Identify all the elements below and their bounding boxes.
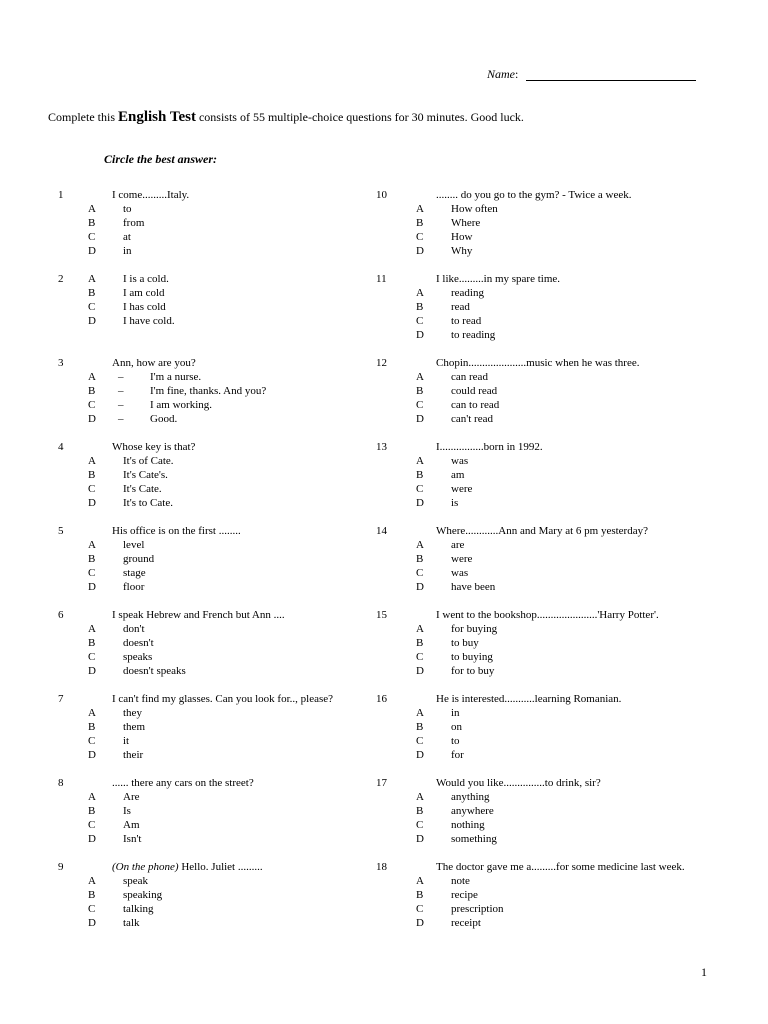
question-text <box>436 776 601 790</box>
option-text: anything <box>451 791 490 803</box>
option-letter: A <box>416 371 424 383</box>
option-text: can to read <box>451 399 500 411</box>
question-item <box>58 692 388 776</box>
intro-text <box>48 110 524 124</box>
option-letter: A <box>416 791 424 803</box>
option-letter: C <box>88 399 96 411</box>
option-text: It's Cate. <box>123 483 162 495</box>
option-letter: D <box>416 917 424 929</box>
option-letter: A <box>416 287 424 299</box>
question-number: 9 <box>58 861 64 873</box>
option-letter: B <box>416 301 424 313</box>
option-text: to buying <box>451 651 493 663</box>
option-text: doesn't speaks <box>123 665 186 677</box>
option-letter: D <box>416 749 424 761</box>
name-blank-line[interactable] <box>526 67 696 81</box>
option-letter: D <box>88 581 96 593</box>
question-text <box>436 692 621 706</box>
question-text <box>112 692 333 706</box>
instruction: Circle the best answer: <box>104 152 217 166</box>
option-letter: B <box>88 637 96 649</box>
option-letter: B <box>416 637 424 649</box>
question-number: 15 <box>376 609 387 621</box>
option-letter: A <box>416 707 424 719</box>
option-text: I is a cold. <box>123 273 169 285</box>
option-letter: C <box>88 301 96 313</box>
question-text <box>112 440 195 454</box>
question-text-main: I like.........in my spare time. <box>436 273 561 285</box>
question-number: 3 <box>58 357 64 369</box>
option-letter: B <box>88 385 96 397</box>
option-letter: C <box>88 735 96 747</box>
intro-after: consists of 55 multiple-choice questions for 30 minutes. Good luck. <box>195 110 524 124</box>
page-number: 1 <box>701 965 707 979</box>
option-text: have been <box>451 581 496 593</box>
option-letter: A <box>88 623 96 635</box>
option-text: floor <box>123 581 145 593</box>
option-letter: D <box>88 749 96 761</box>
question-text-main: Would you like...............to drink, sir? <box>436 777 601 789</box>
option-text: speaks <box>123 651 153 663</box>
option-letter: C <box>416 903 424 915</box>
question-text <box>436 440 543 454</box>
question-number: 8 <box>58 777 64 789</box>
option-letter: D <box>88 497 96 509</box>
option-text: Good. <box>150 413 178 425</box>
question-item <box>374 860 704 944</box>
option-letter: B <box>88 889 96 901</box>
option-text: speak <box>123 875 149 887</box>
question-number: 16 <box>376 693 387 705</box>
question-text <box>436 860 685 874</box>
intro-highlight: English Test <box>118 109 196 125</box>
option-text: Is <box>123 805 131 817</box>
option-letter: A <box>416 203 424 215</box>
option-text: Am <box>123 819 140 831</box>
option-letter: A <box>88 791 96 803</box>
option-letter: B <box>416 721 424 733</box>
option-letter: A <box>88 875 96 887</box>
option-letter: B <box>88 553 96 565</box>
option-letter: D <box>416 329 424 341</box>
question-number: 2 <box>58 273 64 285</box>
option-letter: C <box>416 231 424 243</box>
option-text: ground <box>123 553 155 565</box>
option-text: to read <box>451 315 482 327</box>
option-letter: C <box>416 651 424 663</box>
question-number: 10 <box>376 189 387 201</box>
option-text: talk <box>123 917 140 929</box>
option-letter: B <box>88 721 96 733</box>
question-text-main: ........ do you go to the gym? - Twice a week. <box>436 189 632 201</box>
question-text <box>436 188 631 202</box>
option-letter: D <box>88 245 96 257</box>
option-text: were <box>451 553 473 565</box>
option-text: I has cold <box>123 301 166 313</box>
option-letter: A <box>88 539 96 551</box>
name-field <box>487 67 696 81</box>
option-text: something <box>451 833 497 845</box>
question-text <box>436 608 659 622</box>
dash-icon: – <box>118 385 124 397</box>
question-item <box>374 356 704 440</box>
dash-icon: – <box>118 413 124 425</box>
question-text-italic: (On the phone) <box>112 861 179 873</box>
question-item <box>58 440 388 524</box>
question-text-main: Hello. Juliet ......... <box>178 861 263 873</box>
question-item <box>374 692 704 776</box>
option-text: don't <box>123 623 145 635</box>
option-text: nothing <box>451 819 485 831</box>
option-text: level <box>123 539 145 551</box>
option-letter: C <box>416 735 424 747</box>
option-letter: A <box>88 273 96 285</box>
option-text: It's of Cate. <box>123 455 174 467</box>
option-text: to reading <box>451 329 496 341</box>
question-number: 7 <box>58 693 64 705</box>
option-letter: D <box>416 413 424 425</box>
option-letter: B <box>88 217 96 229</box>
option-text: to <box>451 735 460 747</box>
question-number: 13 <box>376 441 387 453</box>
option-letter: D <box>416 833 424 845</box>
option-text: speaking <box>123 889 163 901</box>
question-text <box>436 356 639 370</box>
option-letter: D <box>416 581 424 593</box>
option-text: prescription <box>451 903 504 915</box>
option-letter: D <box>416 245 424 257</box>
question-text <box>436 524 648 538</box>
option-text: I have cold. <box>123 315 175 327</box>
option-letter: B <box>416 805 424 817</box>
option-text: doesn't <box>123 637 154 649</box>
option-letter: C <box>88 231 96 243</box>
option-letter: D <box>88 917 96 929</box>
question-text-main: His office is on the first ........ <box>112 525 241 537</box>
question-number: 14 <box>376 525 387 537</box>
question-number: 12 <box>376 357 387 369</box>
option-text: to <box>123 203 132 215</box>
option-text: recipe <box>451 889 478 901</box>
question-number: 17 <box>376 777 387 789</box>
question-item <box>374 524 704 608</box>
option-letter: D <box>416 497 424 509</box>
option-text: in <box>451 707 460 719</box>
question-item <box>374 776 704 860</box>
option-letter: D <box>88 413 96 425</box>
question-item <box>58 272 388 356</box>
question-text-main: The doctor gave me a.........for some medicine last week. <box>436 861 685 873</box>
option-text: How often <box>451 203 498 215</box>
option-text: can read <box>451 371 488 383</box>
option-text: am <box>451 469 465 481</box>
option-text: Why <box>451 245 473 257</box>
question-item <box>374 188 704 272</box>
option-text: them <box>123 721 145 733</box>
option-letter: B <box>416 469 424 481</box>
question-item <box>374 440 704 524</box>
option-text: is <box>451 497 459 509</box>
option-letter: B <box>88 469 96 481</box>
option-text: could read <box>451 385 498 397</box>
question-number: 6 <box>58 609 64 621</box>
option-text: on <box>451 721 462 733</box>
option-letter: D <box>88 315 96 327</box>
option-text: for to buy <box>451 665 495 677</box>
question-text-main: He is interested...........learning Romanian. <box>436 693 622 705</box>
option-letter: C <box>88 483 96 495</box>
option-text: Isn't <box>123 833 142 845</box>
option-text: I am cold <box>123 287 165 299</box>
question-item <box>58 860 388 944</box>
question-text <box>112 860 263 874</box>
question-text-main: I can't find my glasses. Can you look for.., please? <box>112 693 334 705</box>
option-text: anywhere <box>451 805 494 817</box>
option-text: I'm a nurse. <box>150 371 202 383</box>
option-text: stage <box>123 567 146 579</box>
option-letter: C <box>88 903 96 915</box>
option-text: in <box>123 245 132 257</box>
option-text: can't read <box>451 413 493 425</box>
option-text: was <box>451 567 469 579</box>
option-letter: B <box>416 553 424 565</box>
question-item <box>374 608 704 692</box>
question-number: 11 <box>376 273 387 285</box>
question-text-main: Ann, how are you? <box>112 357 196 369</box>
option-text: It's Cate's. <box>123 469 168 481</box>
option-letter: C <box>416 567 424 579</box>
question-item <box>58 356 388 440</box>
option-letter: C <box>88 651 96 663</box>
option-letter: C <box>416 483 424 495</box>
question-item <box>58 608 388 692</box>
option-letter: D <box>416 665 424 677</box>
question-item <box>58 524 388 608</box>
option-letter: B <box>88 805 96 817</box>
option-text: Are <box>123 791 140 803</box>
option-letter: A <box>416 455 424 467</box>
question-text <box>112 776 254 790</box>
option-letter: C <box>416 315 424 327</box>
option-letter: C <box>416 399 424 411</box>
question-number: 4 <box>58 441 64 453</box>
question-item <box>58 776 388 860</box>
option-letter: B <box>416 889 424 901</box>
option-letter: A <box>416 623 424 635</box>
option-text: their <box>123 749 144 761</box>
question-text-main: I come.........Italy. <box>112 189 190 201</box>
option-letter: A <box>416 539 424 551</box>
question-number: 18 <box>376 861 387 873</box>
question-text-main: Chopin.....................music when he was three. <box>436 357 640 369</box>
question-text <box>436 272 560 286</box>
dash-icon: – <box>118 371 124 383</box>
option-text: I am working. <box>150 399 213 411</box>
option-text: reading <box>451 287 484 299</box>
question-text <box>112 608 285 622</box>
option-text: was <box>451 455 469 467</box>
option-text: are <box>451 539 465 551</box>
option-letter: A <box>88 371 96 383</box>
question-text-main: I speak Hebrew and French but Ann .... <box>112 609 285 621</box>
option-text: they <box>123 707 142 719</box>
option-letter: D <box>88 833 96 845</box>
option-letter: B <box>88 287 96 299</box>
option-text: it <box>123 735 130 747</box>
option-letter: B <box>416 385 424 397</box>
option-letter: C <box>416 819 424 831</box>
option-text: at <box>123 231 131 243</box>
question-number: 1 <box>58 189 64 201</box>
option-text: receipt <box>451 917 481 929</box>
question-text <box>112 524 241 538</box>
option-letter: A <box>88 455 96 467</box>
option-text: It's to Cate. <box>123 497 173 509</box>
questions-left-column <box>58 188 388 944</box>
option-text: Where <box>451 217 481 229</box>
option-letter: C <box>88 819 96 831</box>
option-text: How <box>451 231 473 243</box>
option-text: note <box>451 875 470 887</box>
questions-right-column <box>374 188 704 944</box>
option-text: were <box>451 483 473 495</box>
option-letter: A <box>88 707 96 719</box>
question-text-main: I went to the bookshop......................'Harry Potter'. <box>436 609 659 621</box>
option-text: to buy <box>451 637 479 649</box>
option-letter: D <box>88 665 96 677</box>
question-text-main: I................born in 1992. <box>436 441 543 453</box>
option-text: read <box>451 301 470 313</box>
question-text <box>112 356 196 370</box>
option-letter: A <box>88 203 96 215</box>
question-item <box>58 188 388 272</box>
option-text: talking <box>123 903 154 915</box>
option-text: I'm fine, thanks. And you? <box>150 385 267 397</box>
question-text-main: Whose key is that? <box>112 441 196 453</box>
option-text: for <box>451 749 464 761</box>
option-letter: C <box>88 567 96 579</box>
intro-before: Complete this <box>48 110 118 124</box>
question-text-main: ...... there any cars on the street? <box>112 777 254 789</box>
dash-icon: – <box>118 399 124 411</box>
name-label: Name <box>487 67 515 81</box>
question-text <box>112 188 189 202</box>
option-letter: A <box>416 875 424 887</box>
option-letter: B <box>416 217 424 229</box>
question-item <box>374 272 704 356</box>
question-number: 5 <box>58 525 64 537</box>
option-text: for buying <box>451 623 498 635</box>
option-text: from <box>123 217 145 229</box>
name-colon: : <box>515 67 519 81</box>
question-text-main: Where............Ann and Mary at 6 pm yesterday? <box>436 525 648 537</box>
